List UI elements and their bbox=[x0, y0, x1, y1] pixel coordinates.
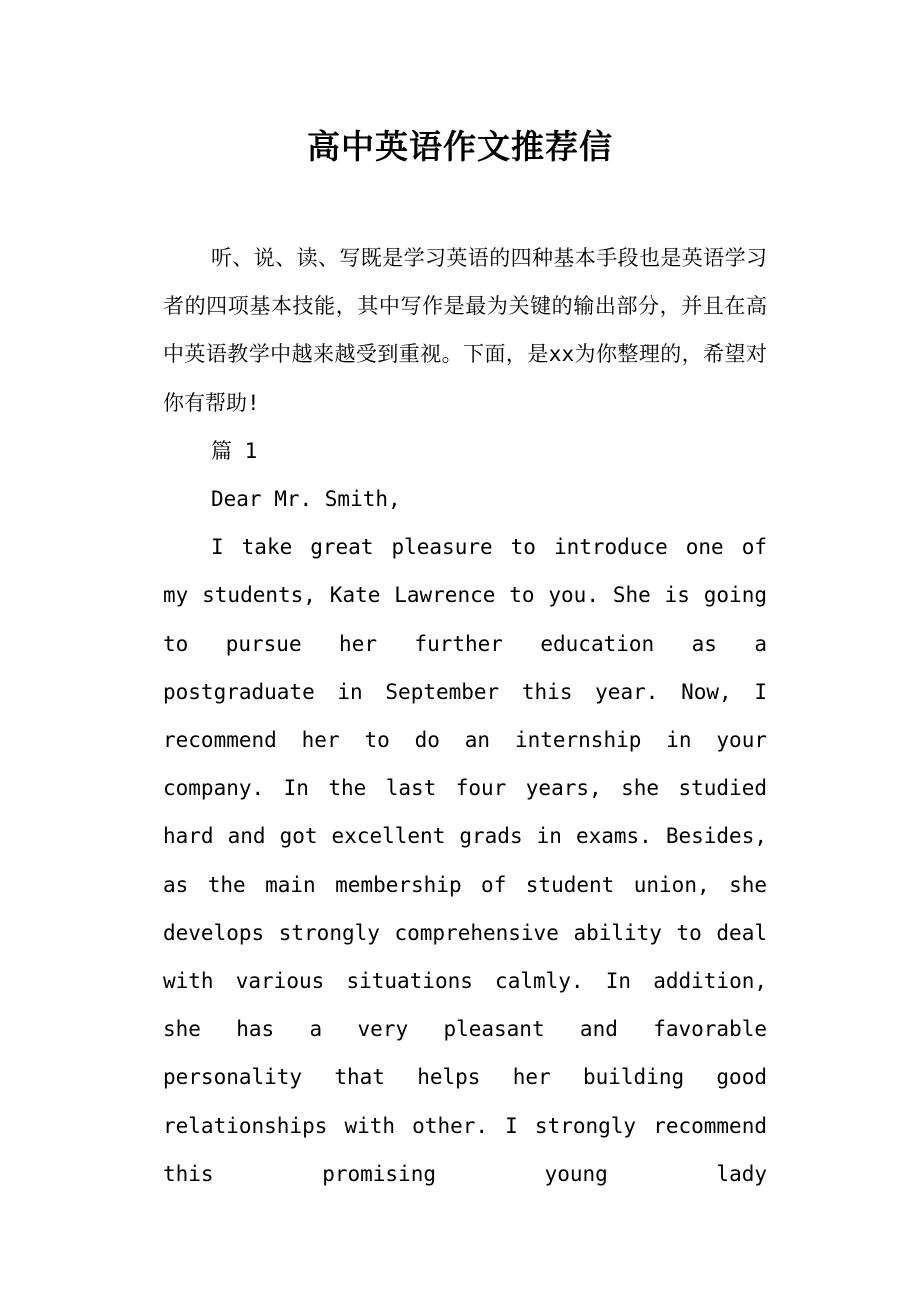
section-heading: 篇 1 bbox=[211, 438, 258, 463]
document-title: 高中英语作文推荐信 bbox=[307, 127, 613, 166]
document-body bbox=[163, 234, 767, 1198]
intro-paragraph: 听、说、读、写既是学习英语的四种基本手段也是英语学习者的四项基本技能，其中写作是最为关键的输出部分，并且在高中英语教学中越来越受到重视。下面，是xx为你整理的，希望对你有帮助! bbox=[163, 246, 767, 415]
letter-salutation: Dear Mr. Smith, bbox=[211, 487, 401, 512]
letter-body-paragraph: I take great pleasure to introduce one of my students, Kate Lawrence to you. She is going to pursue her further education as a postgraduate in September this year. Now, I recommend her to do an internship in your company. In the last four years, she studied hard and got excellent grads in exams. Besides, as the main membership of student union, she develops strongly comprehensive ability to deal with various situations calmly. In addition, she has a very pleasant and favorable personality that helps her building good relationships with other. I strongly recommend this promising young lady bbox=[163, 535, 767, 1186]
